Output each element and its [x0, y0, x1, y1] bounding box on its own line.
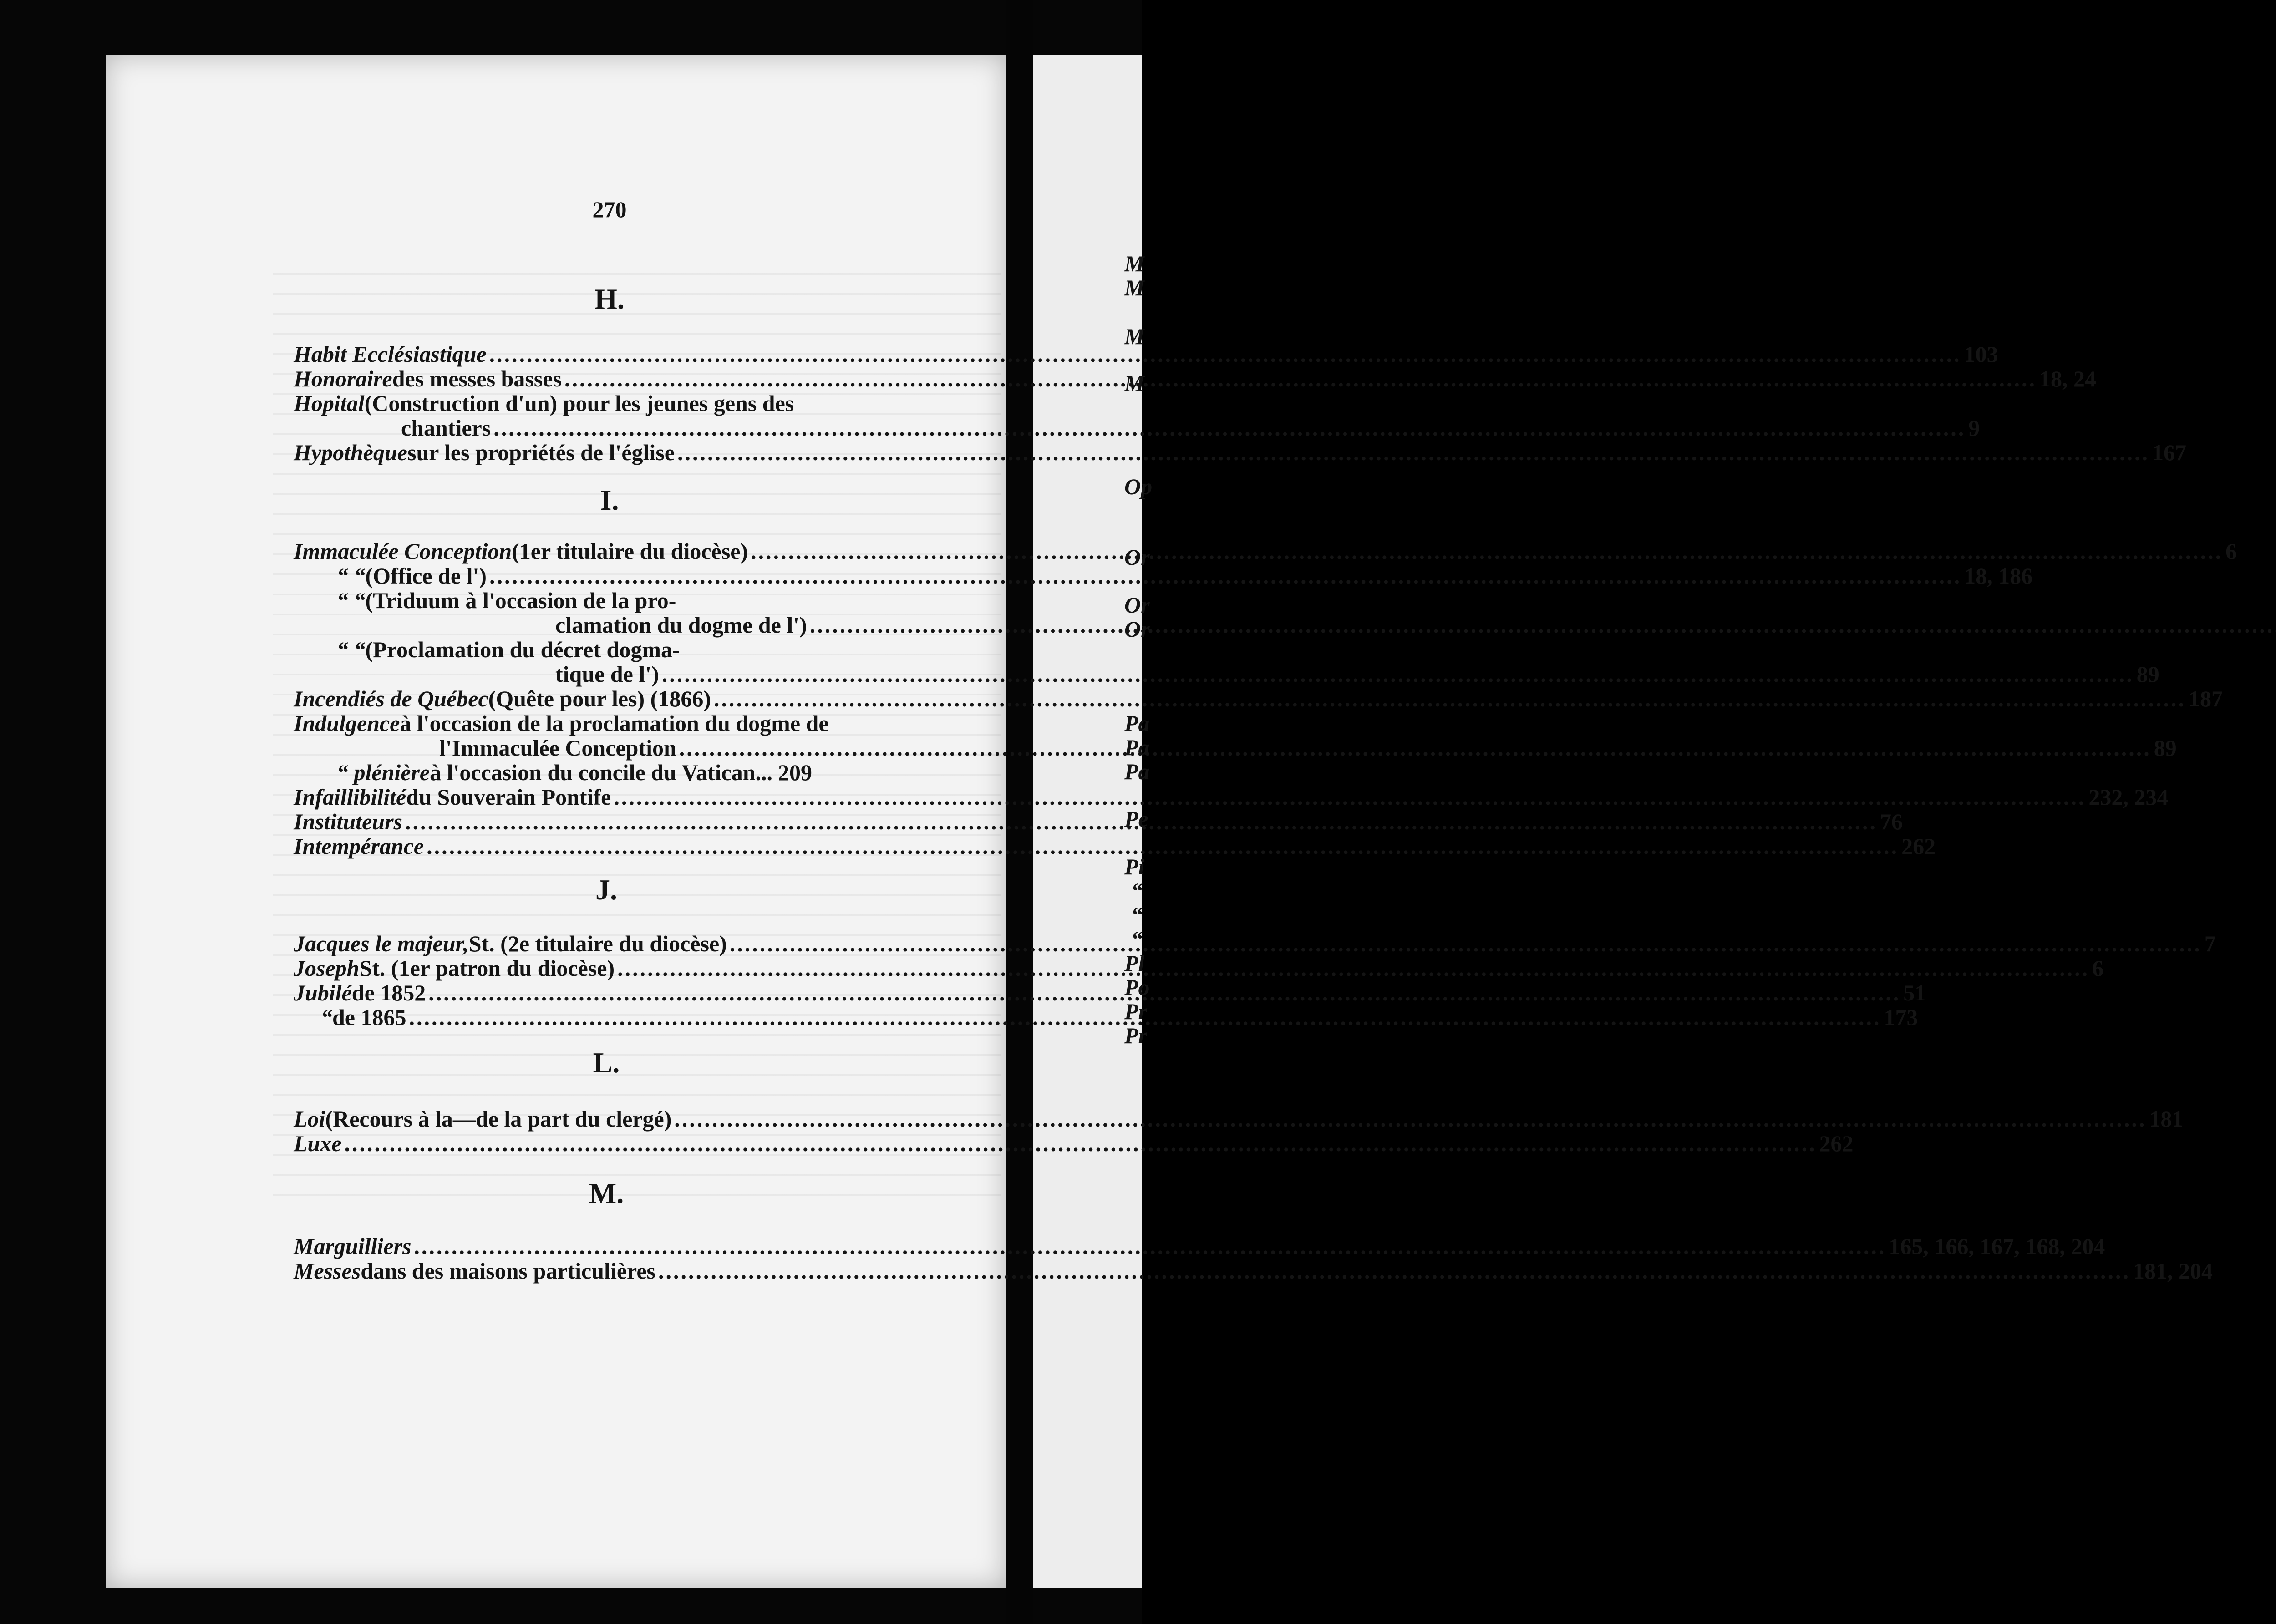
leader-dots: [658, 1259, 2130, 1283]
entry-pages: 173: [1884, 1005, 1918, 1030]
facing-fragment: Pa: [1124, 759, 1150, 784]
entry-heading: Honoraire: [294, 366, 392, 391]
entry-pages: 232, 234: [2088, 784, 2169, 810]
entry-pages: 262: [1819, 1131, 1854, 1156]
leader-dots: [409, 1005, 1881, 1029]
entry-pages: 181: [2149, 1106, 2184, 1132]
index-entry: [294, 563, 2033, 589]
index-entry: [294, 686, 2223, 711]
leader-dots: [730, 932, 2202, 955]
entry-text: (Triduum à l'occasion de la pro-: [365, 588, 676, 613]
section-letter-l: L.: [593, 1046, 620, 1079]
entry-text: à l'occasion du concile du Vatican...: [430, 760, 773, 785]
index-entry: [294, 784, 2169, 810]
entry-heading: Instituteurs: [294, 809, 403, 834]
entry-heading: Jacques le majeur,: [294, 931, 469, 956]
entry-text: (Quête pour les) (1866): [488, 686, 711, 711]
entry-pages: 6: [2225, 538, 2237, 564]
entry-heading: “: [321, 1005, 332, 1030]
facing-fragment: Pl: [1124, 950, 1145, 976]
entry-heading: Loi: [294, 1106, 325, 1132]
facing-fragment: Or: [1124, 544, 1150, 570]
entry-heading: Immaculée Conception: [294, 538, 512, 564]
section-letter-j: J.: [595, 873, 617, 906]
index-entry: [294, 440, 2186, 465]
entry-pages: 181, 204: [2133, 1258, 2213, 1284]
facing-fragment: Op: [1124, 474, 1153, 499]
entry-text: dans des maisons particulières: [361, 1258, 655, 1284]
leader-dots: [662, 662, 2134, 686]
entry-continuation: clamation du dogme de l'): [555, 612, 807, 638]
section-letter-m: M.: [589, 1177, 624, 1209]
index-entry: [294, 588, 925, 612]
entry-heading: Hopital: [294, 391, 365, 416]
facing-fragment: M: [1124, 275, 1145, 300]
facing-fragment: Pa: [1124, 710, 1150, 736]
facing-fragment: Pr: [1124, 1023, 1147, 1048]
entry-pages: 7: [2204, 931, 2216, 956]
index-entry: [294, 833, 1936, 859]
entry-text: des messes basses: [392, 366, 562, 391]
index-entry-continuation: [294, 415, 1980, 441]
entry-heading: Messes: [294, 1258, 361, 1284]
leader-dots: [677, 441, 2149, 464]
index-entry: [294, 366, 2096, 391]
entry-text: du Souverain Pontife: [406, 784, 611, 810]
facing-fragment: Or: [1124, 616, 1150, 642]
leader-dots: [489, 342, 1961, 366]
facing-fragment: M: [1124, 370, 1145, 396]
entry-text: (Construction d'un) pour les jeunes gens des: [364, 391, 794, 416]
index-entry: [294, 391, 925, 415]
entry-text: (Recours à la—de la part du clergé): [325, 1106, 672, 1132]
entry-continuation: l'Immaculée Conception: [439, 735, 676, 761]
entry-text: à l'occasion de la proclamation du dogme de: [400, 710, 829, 736]
entry-heading: Habit Ecclésiastique: [294, 341, 487, 367]
entry-pages: 51: [1903, 980, 1926, 1005]
leader-dots: [674, 1107, 2146, 1131]
entry-heading: Hypothèque: [294, 440, 407, 465]
leader-dots: [617, 956, 2089, 980]
entry-heading: “ “: [337, 637, 366, 662]
entry-pages: 18, 24: [2039, 366, 2096, 391]
entry-text: St. (1er patron du diocèse): [359, 955, 615, 981]
entry-pages: 262: [1901, 833, 1936, 859]
entry-text: (Office de l'): [365, 563, 487, 589]
entry-heading: Intempérance: [294, 833, 424, 859]
section-m-entries: [294, 1233, 2213, 1284]
entry-text: St. (2e titulaire du diocèse): [468, 931, 727, 956]
index-entry: [294, 341, 1998, 367]
index-entry: [294, 760, 925, 784]
facing-fragment: M: [1124, 251, 1145, 276]
section-letter-h: H.: [594, 283, 625, 315]
entry-pages: 9: [1968, 415, 1980, 441]
index-entry: [294, 1233, 2105, 1259]
entry-text: sur les propriétés de l'église: [407, 440, 675, 465]
page-number: 270: [592, 197, 627, 222]
leader-dots: [614, 785, 2086, 809]
leader-dots: [751, 539, 2223, 563]
entry-pages: 6: [2092, 955, 2104, 981]
index-entry: [294, 1106, 2184, 1132]
leader-dots: [414, 1234, 1886, 1258]
entry-pages: 18, 186: [1964, 563, 2033, 589]
facing-fragment: “: [1131, 878, 1143, 903]
entry-text: de 1865: [332, 1005, 406, 1030]
leader-dots: [564, 367, 2037, 391]
facing-fragment: Or: [1124, 592, 1150, 618]
entry-heading: “ “: [337, 563, 366, 589]
entry-pages: 165, 166, 167, 168, 204: [1889, 1233, 2105, 1259]
entry-heading: Joseph: [294, 955, 360, 981]
index-entry: [294, 1258, 2213, 1284]
leader-dots: [714, 687, 2186, 710]
facing-fragment: “: [1131, 902, 1143, 928]
leader-dots: [489, 564, 1961, 588]
entry-heading: Infaillibilité: [294, 784, 406, 810]
entry-heading: “ plénière: [337, 760, 430, 785]
entry-pages: 103: [1964, 341, 1998, 367]
entry-pages: 167: [2152, 440, 2186, 465]
index-entry: [294, 710, 925, 735]
entry-text: (1er titulaire du diocèse): [512, 538, 748, 564]
entry-continuation: chantiers: [401, 415, 491, 441]
entry-heading: Luxe: [294, 1131, 342, 1156]
index-entry-continuation: [294, 661, 2159, 687]
index-entry: [294, 637, 925, 661]
entry-heading: “ “: [337, 588, 366, 613]
leader-dots: [345, 1132, 1817, 1155]
entry-pages: 89: [2154, 735, 2177, 761]
leader-dots: [493, 416, 1966, 440]
leader-dots: [428, 981, 1900, 1005]
entry-text: (Proclamation du décret dogma-: [365, 637, 680, 662]
entry-pages: 89: [2136, 661, 2159, 687]
leader-dots: [679, 736, 2151, 760]
facing-fragment: Pi: [1124, 854, 1145, 879]
section-h-entries: [294, 341, 2186, 465]
facing-fragment: “: [1131, 926, 1143, 952]
facing-fragment: Po: [1124, 974, 1150, 1000]
facing-fragment: Pr: [1124, 999, 1147, 1024]
entry-pages: 76: [1880, 809, 1903, 834]
facing-fragment: Pe: [1124, 806, 1148, 832]
index-entry-continuation: [294, 612, 925, 637]
section-letter-i: I.: [600, 484, 619, 516]
entry-heading: Indulgence: [294, 710, 400, 736]
index-entry: [294, 1131, 1854, 1156]
entry-continuation: tique de l'): [555, 661, 659, 687]
entry-heading: Jubilé: [294, 980, 352, 1005]
section-l-entries: [294, 1106, 2184, 1156]
entry-text: de 1852: [351, 980, 426, 1005]
facing-fragment: M: [1124, 324, 1145, 349]
facing-fragment: Pa: [1124, 735, 1150, 760]
leader-dots: [405, 810, 1877, 833]
entry-heading: Marguilliers: [294, 1233, 412, 1259]
leader-dots: [427, 834, 1899, 858]
index-entry: [294, 931, 2216, 956]
entry-pages: 187: [2188, 686, 2223, 711]
entry-pages: 209: [778, 760, 813, 785]
leader-dots: [810, 613, 2276, 637]
entry-heading: Incendiés de Québec: [294, 686, 488, 711]
